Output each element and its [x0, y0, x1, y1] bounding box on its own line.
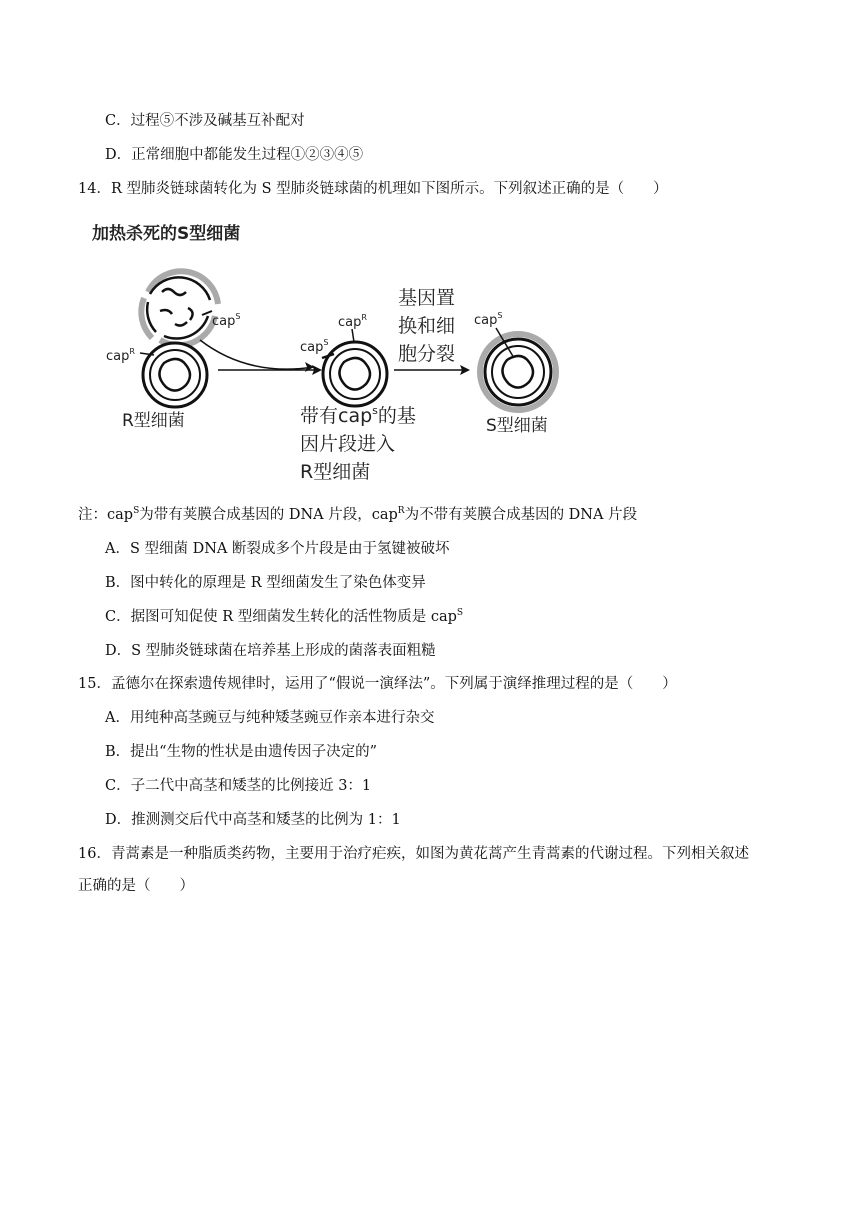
r-bacteria-label: R型细菌	[122, 411, 185, 431]
figure-title: 加热杀死的S型细菌	[92, 224, 241, 244]
cap-r-label-2: cap$^R$	[338, 313, 367, 330]
q14-option-a: A．S 型细菌 DNA 断裂成多个片段是由于氢键被破坏	[105, 541, 450, 557]
q15-stem: 15．孟德尔在探索遗传规律时，运用了“假说一演绎法”。下列属于演绎推理过程的是（ ）	[78, 676, 677, 692]
middle-caption-line3: R型细菌	[300, 461, 371, 483]
cap-s-label-1: cap$^S$	[212, 312, 241, 329]
q13-option-d: D．正常细胞中都能发生过程①②③④⑤	[105, 147, 364, 163]
cap-s-label-3: cap$^S$	[474, 311, 503, 328]
step-caption-line1: 基因置	[398, 287, 456, 309]
step-caption-line3: 胞分裂	[398, 343, 456, 365]
step-caption-line2: 换和细	[398, 315, 456, 337]
q15-option-d: D．推测测交后代中高茎和矮茎的比例为 1：1	[105, 812, 401, 828]
curved-arrow	[200, 340, 314, 369]
q15-option-b: B．提出“生物的性状是由遗传因子决定的”	[105, 744, 377, 760]
q14-option-c: C．据图可知促使 R 型细菌发生转化的活性物质是 cap$^S$	[105, 608, 464, 625]
s-bacterium	[480, 334, 556, 410]
q16-stem-line1: 16．青蒿素是一种脂质类药物，主要用于治疗疟疾，如图为黄花蒿产生青蒿素的代谢过程。下列相关叙述	[78, 846, 749, 862]
cap-r-label-1: cap$^R$	[106, 347, 135, 364]
q14-option-b: B．图中转化的原理是 R 型细菌发生了染色体变异	[105, 575, 426, 591]
q15-option-a: A．用纯种高茎豌豆与纯种矮茎豌豆作亲本进行杂交	[105, 710, 435, 726]
middle-caption-line2: 因片段进入	[300, 433, 396, 455]
cap-s-label-2: cap$^S$	[300, 338, 329, 355]
cap-r-pointer-2	[352, 329, 354, 342]
transformation-diagram	[78, 212, 598, 497]
r-bacterium-with-cap-s	[322, 342, 387, 406]
q14-option-d: D．S 型肺炎链球菌在培养基上形成的菌落表面粗糙	[105, 643, 436, 659]
q14-note: 注：cap$^S$为带有荚膜合成基因的 DNA 片段，cap$^R$为不带有荚膜合成基因的 DNA 片段	[78, 506, 638, 523]
heat-killed-s-bacterium	[141, 271, 218, 345]
s-bacteria-label: S型细菌	[486, 416, 548, 436]
q14-stem: 14．R 型肺炎链球菌转化为 S 型肺炎链球菌的机理如下图所示。下列叙述正确的是（ ）	[78, 181, 668, 197]
middle-caption-line1: 带有cap$^s$的基	[300, 404, 416, 427]
r-bacterium	[143, 343, 207, 407]
q16-stem-line2: 正确的是（ ）	[78, 878, 194, 894]
q13-option-c: C．过程⑤不涉及碱基互补配对	[105, 113, 305, 129]
q15-option-c: C．子二代中高茎和矮茎的比例接近 3：1	[105, 778, 372, 794]
